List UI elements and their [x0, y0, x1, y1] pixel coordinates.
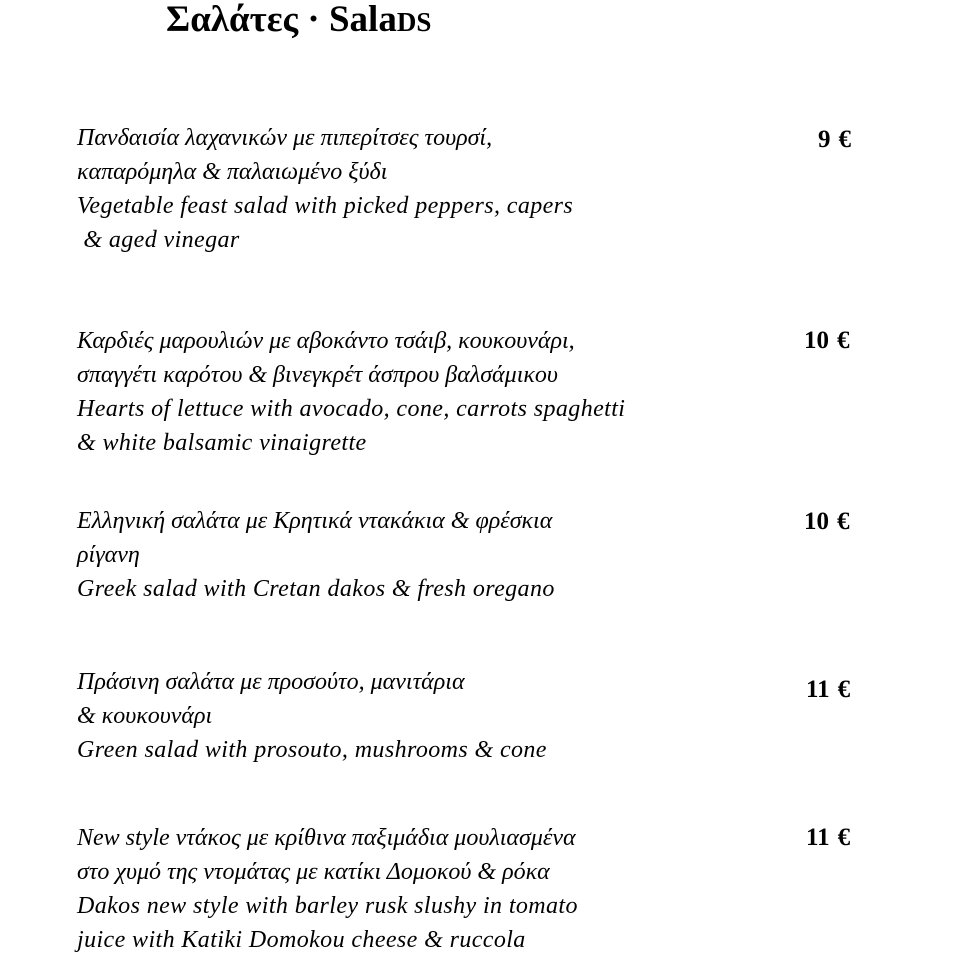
menu-item-dakos-new-style — [77, 821, 777, 957]
item-line-greek: & κουκουνάρι — [77, 703, 213, 729]
item-line-greek: Πανδαισία λαχανικών με πιπερίτσες τουρσί, — [77, 125, 493, 151]
item-line-english: Hearts of lettuce with avocado, cone, carrots spaghetti — [77, 396, 626, 422]
title-english-tail: DS — [396, 7, 432, 37]
item-line-english: & white balsamic vinaigrette — [77, 430, 367, 456]
item-line-english: Vegetable feast salad with picked peppers, capers — [77, 193, 574, 219]
price-tag — [804, 326, 850, 356]
euro-symbol: € — [837, 508, 850, 535]
price-value: 10 — [804, 508, 829, 535]
item-line-english: & aged vinegar — [77, 227, 240, 253]
menu-item-hearts-of-lettuce — [77, 324, 777, 460]
price-value: 11 — [806, 676, 830, 703]
price-tag — [818, 125, 851, 155]
item-line-greek: Καρδιές μαρουλιών με αβοκάντο τσάιβ, κουκουνάρι, — [77, 328, 575, 354]
menu-item-vegetable-feast — [77, 121, 777, 257]
title-separator: · — [307, 0, 320, 40]
euro-symbol: € — [837, 327, 850, 354]
euro-symbol: € — [838, 126, 851, 153]
item-line-greek: στο χυμό της ντομάτας με κατίκι Δομοκού & ρόκα — [77, 859, 550, 885]
item-line-greek: Πράσινη σαλάτα με προσούτο, μανιτάρια — [77, 669, 465, 695]
menu-item-green-salad — [77, 665, 777, 767]
euro-symbol: € — [837, 824, 851, 851]
price-tag — [806, 823, 850, 853]
item-line-greek: σπαγγέτι καρότου & βινεγκρέτ άσπρου βαλσάμικου — [77, 362, 558, 388]
title-english-head: Sala — [328, 0, 397, 40]
item-line-greek: New style ντάκος με κρίθινα παξιμάδια μουλιασμένα — [77, 825, 576, 851]
price-value: 10 — [804, 327, 829, 354]
item-line-english: Dakos new style with barley rusk slushy in tomato — [77, 893, 578, 919]
price-value: 11 — [806, 824, 830, 851]
title-greek: Σαλάτες — [166, 0, 299, 40]
item-line-english: Greek salad with Cretan dakos & fresh oregano — [77, 576, 555, 602]
euro-symbol: € — [837, 676, 851, 703]
page-title — [166, 0, 431, 42]
price-value: 9 — [818, 126, 831, 153]
item-line-english: Green salad with prosouto, mushrooms & cone — [77, 737, 547, 763]
price-tag — [806, 675, 850, 705]
item-line-greek: ρίγανη — [77, 542, 140, 568]
item-line-greek: καπαρόμηλα & παλαιωμένο ξύδι — [77, 159, 388, 185]
menu-item-greek-salad — [77, 504, 777, 606]
item-line-greek: Ελληνική σαλάτα με Κρητικά ντακάκια & φρέσκια — [77, 508, 553, 534]
title-english — [329, 0, 431, 40]
price-tag — [804, 507, 850, 537]
item-line-english: juice with Katiki Domokou cheese & ruccola — [77, 927, 526, 953]
